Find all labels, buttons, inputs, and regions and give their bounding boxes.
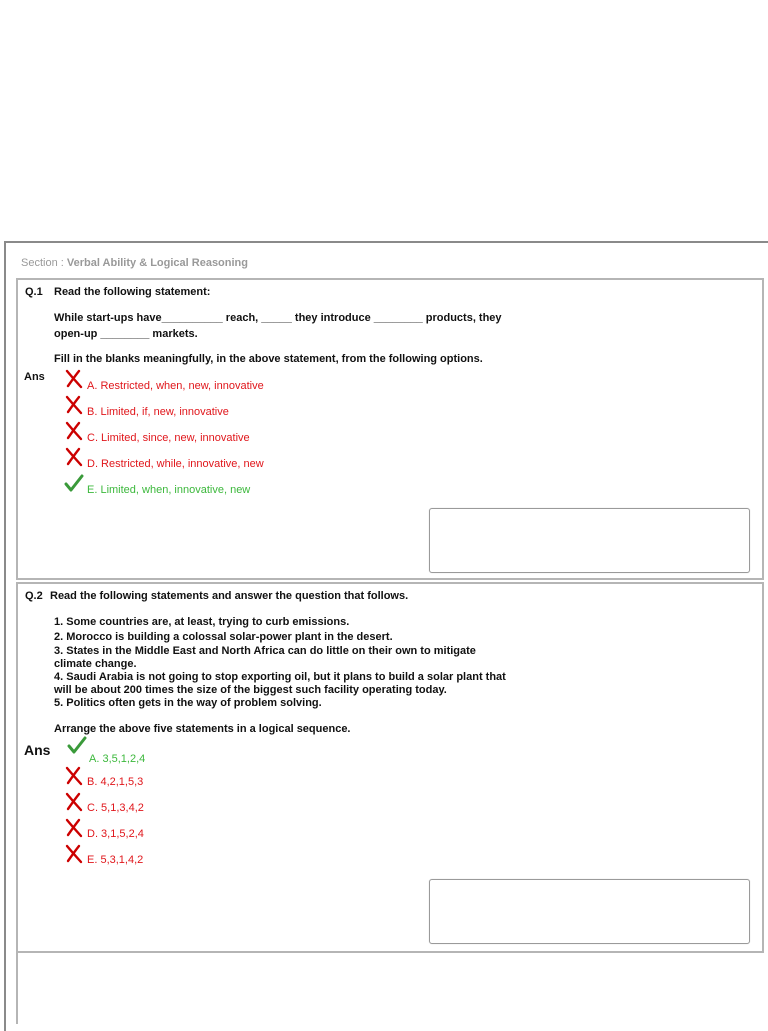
- q1-option-a-cross-icon: [63, 368, 85, 390]
- q2-statement-line: climate change.: [54, 658, 137, 670]
- q2-option-d[interactable]: D. 3,1,5,2,4: [87, 828, 144, 840]
- q1-prompt: Read the following statement:: [54, 286, 211, 298]
- q2-instruction: Arrange the above five statements in a logical sequence.: [54, 723, 351, 735]
- q1-option-c-cross-icon: [63, 420, 85, 442]
- section-prefix: Section :: [21, 257, 67, 269]
- q1-option-d-cross-icon: [63, 446, 85, 468]
- q2-statement-line: 1. Some countries are, at least, trying to curb emissions.: [54, 616, 350, 628]
- q2-number: Q.2: [25, 590, 43, 602]
- divider: [16, 953, 18, 1024]
- q1-statement-line1: While start-ups have__________ reach, _____ they introduce ________ products, they: [54, 312, 502, 324]
- q2-statement-line: 3. States in the Middle East and North Africa can do little on their own to mitigate: [54, 645, 476, 657]
- q2-option-d-cross-icon: [63, 817, 85, 839]
- q2-option-b[interactable]: B. 4,2,1,5,3: [87, 776, 144, 788]
- q2-option-a[interactable]: A. 3,5,1,2,4: [89, 753, 146, 765]
- q2-prompt: Read the following statements and answer the question that follows.: [50, 590, 409, 602]
- q2-option-e[interactable]: E. 5,3,1,4,2: [87, 854, 144, 866]
- q2-statement-line: 4. Saudi Arabia is not going to stop exporting oil, but it plans to build a solar plant that: [54, 671, 506, 683]
- q1-answer-box[interactable]: [429, 508, 750, 573]
- q1-number: Q.1: [25, 286, 43, 298]
- q2-statement-line: 5. Politics often gets in the way of problem solving.: [54, 697, 322, 709]
- q1-option-e[interactable]: E. Limited, when, innovative, new: [87, 484, 251, 496]
- q1-ans-label: Ans: [24, 371, 45, 383]
- q1-option-b[interactable]: B. Limited, if, new, innovative: [87, 406, 229, 418]
- q1-option-a[interactable]: A. Restricted, when, new, innovative: [87, 380, 264, 392]
- section-label: [21, 257, 248, 269]
- q1-statement-line2: open-up ________ markets.: [54, 328, 198, 340]
- q2-option-a-checkmark-icon: [66, 734, 88, 756]
- q1-option-d[interactable]: D. Restricted, while, innovative, new: [87, 458, 264, 470]
- q2-option-e-cross-icon: [63, 843, 85, 865]
- q2-option-c-cross-icon: [63, 791, 85, 813]
- q1-option-b-cross-icon: [63, 394, 85, 416]
- section-name: Verbal Ability & Logical Reasoning: [66, 257, 248, 269]
- q1-instruction: Fill in the blanks meaningfully, in the above statement, from the following options.: [54, 353, 483, 365]
- q2-option-c[interactable]: C. 5,1,3,4,2: [87, 802, 144, 814]
- q2-option-b-cross-icon: [63, 765, 85, 787]
- q2-statement-line: will be about 200 times the size of the biggest such facility operating today.: [54, 684, 447, 696]
- q1-option-c[interactable]: C. Limited, since, new, innovative: [87, 432, 250, 444]
- q2-answer-box[interactable]: [429, 879, 750, 944]
- q2-ans-label: Ans: [24, 742, 51, 758]
- q1-option-e-checkmark-icon: [63, 472, 85, 494]
- q2-statement-line: 2. Morocco is building a colossal solar-power plant in the desert.: [54, 631, 393, 643]
